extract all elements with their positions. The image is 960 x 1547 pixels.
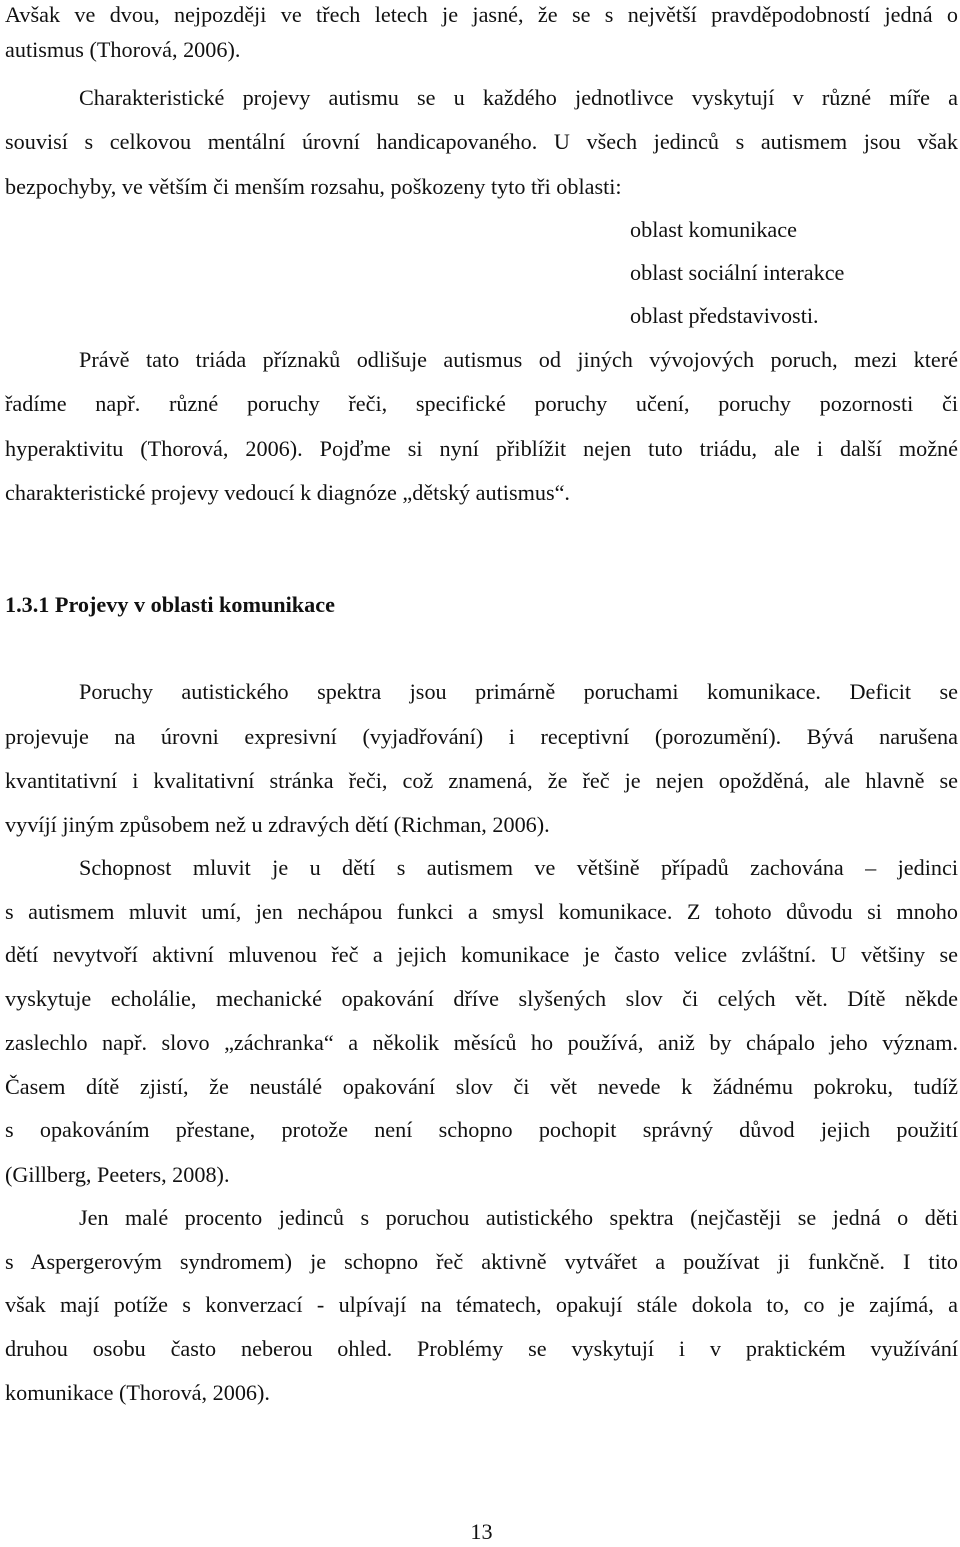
text-line: Schopnost mluvit je u dětí s autismem ve většině případů zachována – jedinci: [79, 855, 958, 880]
text-line: Právě tato triáda příznaků odlišuje autismus od jiných vývojových poruch, mezi které: [79, 347, 958, 372]
text-line: Jen malé procento jedinců s poruchou autistického spektra (nejčastěji se jedná o děti: [79, 1205, 958, 1230]
text-line: s autismem mluvit umí, jen nechápou funkci a smysl komunikace. Z tohoto důvodu si mnoho: [5, 899, 958, 924]
area-list-item: oblast sociální interakce: [630, 260, 845, 285]
text-line: dětí nevytvoří aktivní mluvenou řeč a jejich komunikace je často velice zvláštní. U většiny se: [5, 942, 958, 967]
area-list-item: oblast představivosti.: [630, 303, 819, 328]
text-line: souvisí s celkovou mentální úrovní handicapovaného. U všech jedinců s autismem jsou však: [5, 129, 958, 154]
text-line: autismus (Thorová, 2006).: [5, 37, 241, 62]
text-line: druhou osobu často neberou ohled. Problémy se vyskytují i v praktickém využívání: [5, 1336, 958, 1361]
text-line: zaslechlo např. slovo „záchranka“ a několik měsíců ho používá, aniž by chápalo jeho význam.: [5, 1030, 958, 1055]
text-line: Časem dítě zjistí, že neustálé opakování slov či vět nevede k žádnému pokroku, tudíž: [5, 1074, 958, 1099]
page-number: 13: [470, 1519, 493, 1544]
text-line: vyvíjí jiným způsobem než u zdravých dětí (Richman, 2006).: [5, 812, 550, 837]
text-line: vyskytuje echolálie, mechanické opakování dříve slyšených slov či celých vět. Dítě někde: [5, 986, 958, 1011]
text-line: komunikace (Thorová, 2006).: [5, 1380, 270, 1405]
text-line: řadíme např. různé poruchy řeči, specifické poruchy učení, poruchy pozornosti či: [5, 391, 958, 416]
text-line: charakteristické projevy vedoucí k diagnóze „dětský autismus“.: [5, 480, 570, 505]
text-line: hyperaktivitu (Thorová, 2006). Pojďme si nyní přiblížit nejen tuto triádu, ale i další možné: [5, 436, 958, 461]
text-line: bezpochyby, ve větším či menším rozsahu, poškozeny tyto tři oblasti:: [5, 174, 622, 199]
text-line: s opakováním přestane, protože není schopno pochopit správný důvod jejich použití: [5, 1117, 958, 1142]
section-heading: 1.3.1 Projevy v oblasti komunikace: [5, 592, 335, 617]
text-line: kvantitativní i kvalitativní stránka řeči, což znamená, že řeč je nejen opožděná, ale hlavně se: [5, 768, 958, 793]
text-line: s Aspergerovým syndromem) je schopno řeč aktivně vytvářet a používat ji funkčně. I tito: [5, 1249, 958, 1274]
text-line: však mají potíže s konverzací - ulpívají na tématech, opakují stále dokola to, co je zajímá, a: [5, 1292, 958, 1317]
text-line: projevuje na úrovni expresivní (vyjadřování) i receptivní (porozumění). Bývá narušena: [5, 724, 958, 749]
text-line: Charakteristické projevy autismu se u každého jednotlivce vyskytují v různé míře a: [79, 85, 958, 110]
text-line: (Gillberg, Peeters, 2008).: [5, 1162, 230, 1187]
area-list-item: oblast komunikace: [630, 217, 797, 242]
text-line: Avšak ve dvou, nejpozději ve třech letech je jasné, že se s největší pravděpodobností jedná o: [5, 2, 958, 27]
text-line: Poruchy autistického spektra jsou primárně poruchami komunikace. Deficit se: [79, 679, 958, 704]
